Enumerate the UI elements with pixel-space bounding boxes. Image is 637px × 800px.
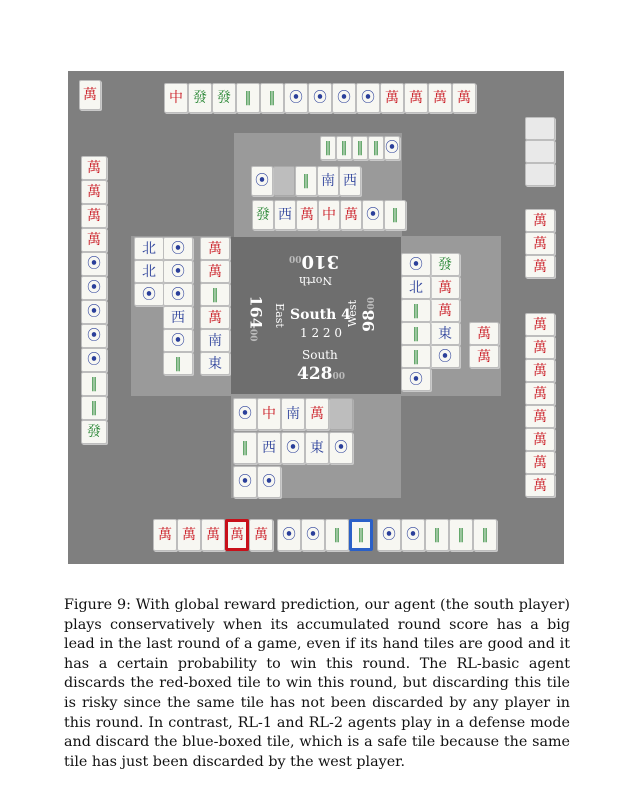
sou-icon: ‖ [457,527,465,543]
green-dragon-icon: 發 [256,207,270,223]
man-tile [81,204,107,228]
man-tile [430,299,460,322]
sou-tile [260,83,284,113]
pin-tile [277,519,301,551]
pin-icon: ⦿ [87,352,101,368]
west-icon: 西 [343,173,357,189]
blank-tile [525,163,555,186]
red_dragon-tile [257,398,281,430]
man-tile [430,276,460,299]
blank-tile [273,166,295,196]
man-tile [296,200,318,230]
pin-icon: ⦿ [87,304,101,320]
pin-tile [362,200,384,230]
man-icon: 萬 [438,279,452,296]
pin-icon: ⦿ [255,173,269,189]
man-tile [525,313,555,336]
pin-tile [134,283,164,306]
east-label: East [272,303,286,328]
pin-tile [301,519,325,551]
pin-icon: ⦿ [87,328,101,344]
south-icon: 南 [208,332,222,349]
south-tile [317,166,339,196]
sou-icon: ‖ [333,527,341,543]
south-icon: 南 [321,173,335,189]
sou-tile [163,352,193,375]
man-icon: 萬 [457,90,471,106]
north-tile [401,276,431,299]
man-icon: 萬 [533,316,547,333]
west-tile [339,166,361,196]
east-icon: 東 [438,325,452,342]
pin-tile [81,276,107,300]
sou-tile [81,396,107,420]
man-tile [249,519,273,551]
east-tile [305,432,329,464]
west-score: 9800 [358,297,378,332]
pin-tile [163,329,193,352]
sou-tile [349,519,373,551]
sou-tile [425,519,449,551]
man-icon: 萬 [182,527,196,543]
man-icon: 萬 [208,309,222,326]
sou-tile [384,200,406,230]
man-tile [153,519,177,551]
pin-tile [163,283,193,306]
man-icon: 萬 [87,160,101,176]
sou-icon: ‖ [174,355,182,372]
east-score: 16400 [246,295,266,342]
pin-tile [81,252,107,276]
sou-icon: ‖ [356,140,364,156]
man-icon: 萬 [83,87,97,103]
sou-tile [449,519,473,551]
man-tile [380,83,404,113]
north-tile [134,260,164,283]
green_dragon-tile [252,200,274,230]
man-icon: 萬 [87,232,101,248]
pin-icon: ⦿ [334,440,348,456]
man-tile [305,398,329,430]
pin-tile [163,237,193,260]
man-tile [525,405,555,428]
man-tile [428,83,452,113]
pin-tile [401,368,431,391]
sou-icon: ‖ [244,90,252,106]
red-dragon-icon: 中 [262,406,276,422]
green-dragon-icon: 發 [193,90,207,106]
man-icon: 萬 [533,362,547,379]
pin-tile [308,83,332,113]
man-icon: 萬 [208,240,222,257]
man-tile [81,228,107,252]
pin-icon: ⦿ [171,286,185,303]
pin-icon: ⦿ [409,371,423,388]
sou-tile [336,136,352,160]
man-icon: 萬 [477,348,491,365]
man-icon: 萬 [254,527,268,543]
sou-tile [352,136,368,160]
east-tile [200,352,230,375]
south-icon: 南 [286,406,300,422]
man-icon: 萬 [433,90,447,106]
pin-icon: ⦿ [289,90,303,106]
man-icon: 萬 [300,207,314,223]
sou-icon: ‖ [268,90,276,106]
north-icon: 北 [409,279,423,296]
man-icon: 萬 [533,385,547,402]
man-tile [81,156,107,180]
sou-icon: ‖ [357,527,365,543]
red-dragon-icon: 中 [322,207,336,223]
east-icon: 東 [310,440,324,456]
blank-tile [329,398,353,430]
sou-icon: ‖ [90,376,98,392]
north-icon: 北 [142,240,156,257]
pin-icon: ⦿ [366,207,380,223]
man-icon: 萬 [533,477,547,494]
man-tile [81,180,107,204]
pin-icon: ⦿ [171,263,185,280]
sou-tile [401,299,431,322]
red_dragon-tile [164,83,188,113]
pin-icon: ⦿ [337,90,351,106]
pin-icon: ⦿ [313,90,327,106]
round-label: South 4 [290,307,351,323]
west-icon: 西 [278,207,292,223]
sou-tile [368,136,384,160]
pin-tile [430,345,460,368]
pin-tile [163,260,193,283]
man-icon: 萬 [344,207,358,223]
man-tile [469,322,499,345]
man-icon: 萬 [477,325,491,342]
pin-tile [233,466,257,498]
east-icon: 東 [208,355,222,372]
man-tile [404,83,428,113]
man-tile [525,336,555,359]
green-dragon-icon: 發 [217,90,231,106]
green_dragon-tile [430,253,460,276]
pin-tile [284,83,308,113]
man-icon: 萬 [438,302,452,319]
man-tile [201,519,225,551]
pin-icon: ⦿ [262,474,276,490]
pin-icon: ⦿ [238,406,252,422]
man-icon: 萬 [310,406,324,422]
pin-tile [251,166,273,196]
west-tile [163,306,193,329]
pin-tile [233,398,257,430]
green_dragon-tile [212,83,236,113]
pin-tile [257,466,281,498]
man-tile [525,255,555,278]
man-tile [200,306,230,329]
sou-icon: ‖ [433,527,441,543]
man-tile [469,345,499,368]
red-dragon-icon: 中 [169,90,183,106]
pin-icon: ⦿ [306,527,320,543]
sou-tile [233,432,257,464]
pin-icon: ⦿ [385,140,399,156]
man-tile [525,451,555,474]
round-counters: 1 2 2 0 [300,326,342,340]
man-icon: 萬 [208,263,222,280]
man-tile [525,428,555,451]
west-tile [257,432,281,464]
green-dragon-icon: 發 [438,256,452,273]
man-tile [79,80,101,110]
pin-tile [81,348,107,372]
sou-tile [320,136,336,160]
sou-icon: ‖ [340,140,348,156]
pin-icon: ⦿ [409,256,423,273]
sou-tile [200,283,230,306]
sou-icon: ‖ [324,140,332,156]
pin-icon: ⦿ [87,256,101,272]
pin-icon: ⦿ [87,280,101,296]
pin-icon: ⦿ [171,332,185,349]
pin-tile [377,519,401,551]
sou-icon: ‖ [211,286,219,303]
west-label: West [345,300,359,327]
pin-icon: ⦿ [171,240,185,257]
east-tile [430,322,460,345]
pin-icon: ⦿ [238,474,252,490]
pin-icon: ⦿ [361,90,375,106]
blank-tile [525,140,555,163]
sou-icon: ‖ [412,325,420,342]
north-score: 31000 [289,251,340,272]
green_dragon-tile [81,420,107,444]
sou-icon: ‖ [412,302,420,319]
man-tile [225,519,249,551]
pin-tile [81,324,107,348]
man-icon: 萬 [230,527,244,543]
green_dragon-tile [188,83,212,113]
west-icon: 西 [262,440,276,456]
man-icon: 萬 [87,208,101,224]
pin-icon: ⦿ [282,527,296,543]
man-tile [525,359,555,382]
man-icon: 萬 [385,90,399,106]
man-icon: 萬 [206,527,220,543]
sou-icon: ‖ [302,173,310,189]
man-icon: 萬 [87,184,101,200]
sou-tile [401,322,431,345]
pin-icon: ⦿ [286,440,300,456]
sou-icon: ‖ [90,400,98,416]
north-label: North [299,274,333,287]
pin-tile [81,300,107,324]
sou-icon: ‖ [481,527,489,543]
man-icon: 萬 [533,408,547,425]
man-icon: 萬 [409,90,423,106]
south-tile [281,398,305,430]
man-tile [452,83,476,113]
sou-icon: ‖ [241,440,249,456]
sou-icon: ‖ [391,207,399,223]
pin-icon: ⦿ [382,527,396,543]
green-dragon-icon: 發 [87,424,101,440]
pin-tile [329,432,353,464]
man-tile [525,232,555,255]
man-icon: 萬 [533,454,547,471]
pin-tile [356,83,380,113]
man-icon: 萬 [533,235,547,252]
sou-tile [325,519,349,551]
south-label: South [302,348,338,362]
sou-icon: ‖ [412,348,420,365]
sou-icon: ‖ [372,140,380,156]
man-icon: 萬 [158,527,172,543]
red_dragon-tile [318,200,340,230]
pin-tile [281,432,305,464]
west-tile [274,200,296,230]
sou-tile [81,372,107,396]
pin-tile [332,83,356,113]
man-tile [525,382,555,405]
sou-tile [295,166,317,196]
man-icon: 萬 [533,339,547,356]
sou-tile [401,345,431,368]
score-panel [231,237,401,394]
man-icon: 萬 [533,258,547,275]
man-icon: 萬 [533,212,547,229]
north-tile [134,237,164,260]
west-icon: 西 [171,309,185,326]
south-tile [200,329,230,352]
pin-icon: ⦿ [142,286,156,303]
sou-tile [236,83,260,113]
south-score: 42800 [297,364,346,384]
north-icon: 北 [142,263,156,280]
figure-caption: Figure 9: With global reward prediction, our agent (the south player) plays conservatively when its accumulated round score has a big lead in the last round of a game, even if its hand tiles are good and it has a certain probability to win this round. The RL-basic agent discards the red-boxed tile to win this round, but discarding this tile is risky since the same tile has not been discarded by any player in this round. In contrast, RL-1 and RL-2 agents play in a defense mode and discard the blue-boxed tile, which is a safe tile because the same tile has just been discarded by the west player. [64,597,570,770]
pin-tile [401,253,431,276]
man-tile [177,519,201,551]
pin-icon: ⦿ [438,348,452,365]
pin-tile [384,136,400,160]
man-tile [525,474,555,497]
blank-tile [525,117,555,140]
man-icon: 萬 [533,431,547,448]
man-tile [200,260,230,283]
man-tile [340,200,362,230]
man-tile [525,209,555,232]
man-tile [200,237,230,260]
pin-tile [401,519,425,551]
sou-tile [473,519,497,551]
pin-icon: ⦿ [406,527,420,543]
